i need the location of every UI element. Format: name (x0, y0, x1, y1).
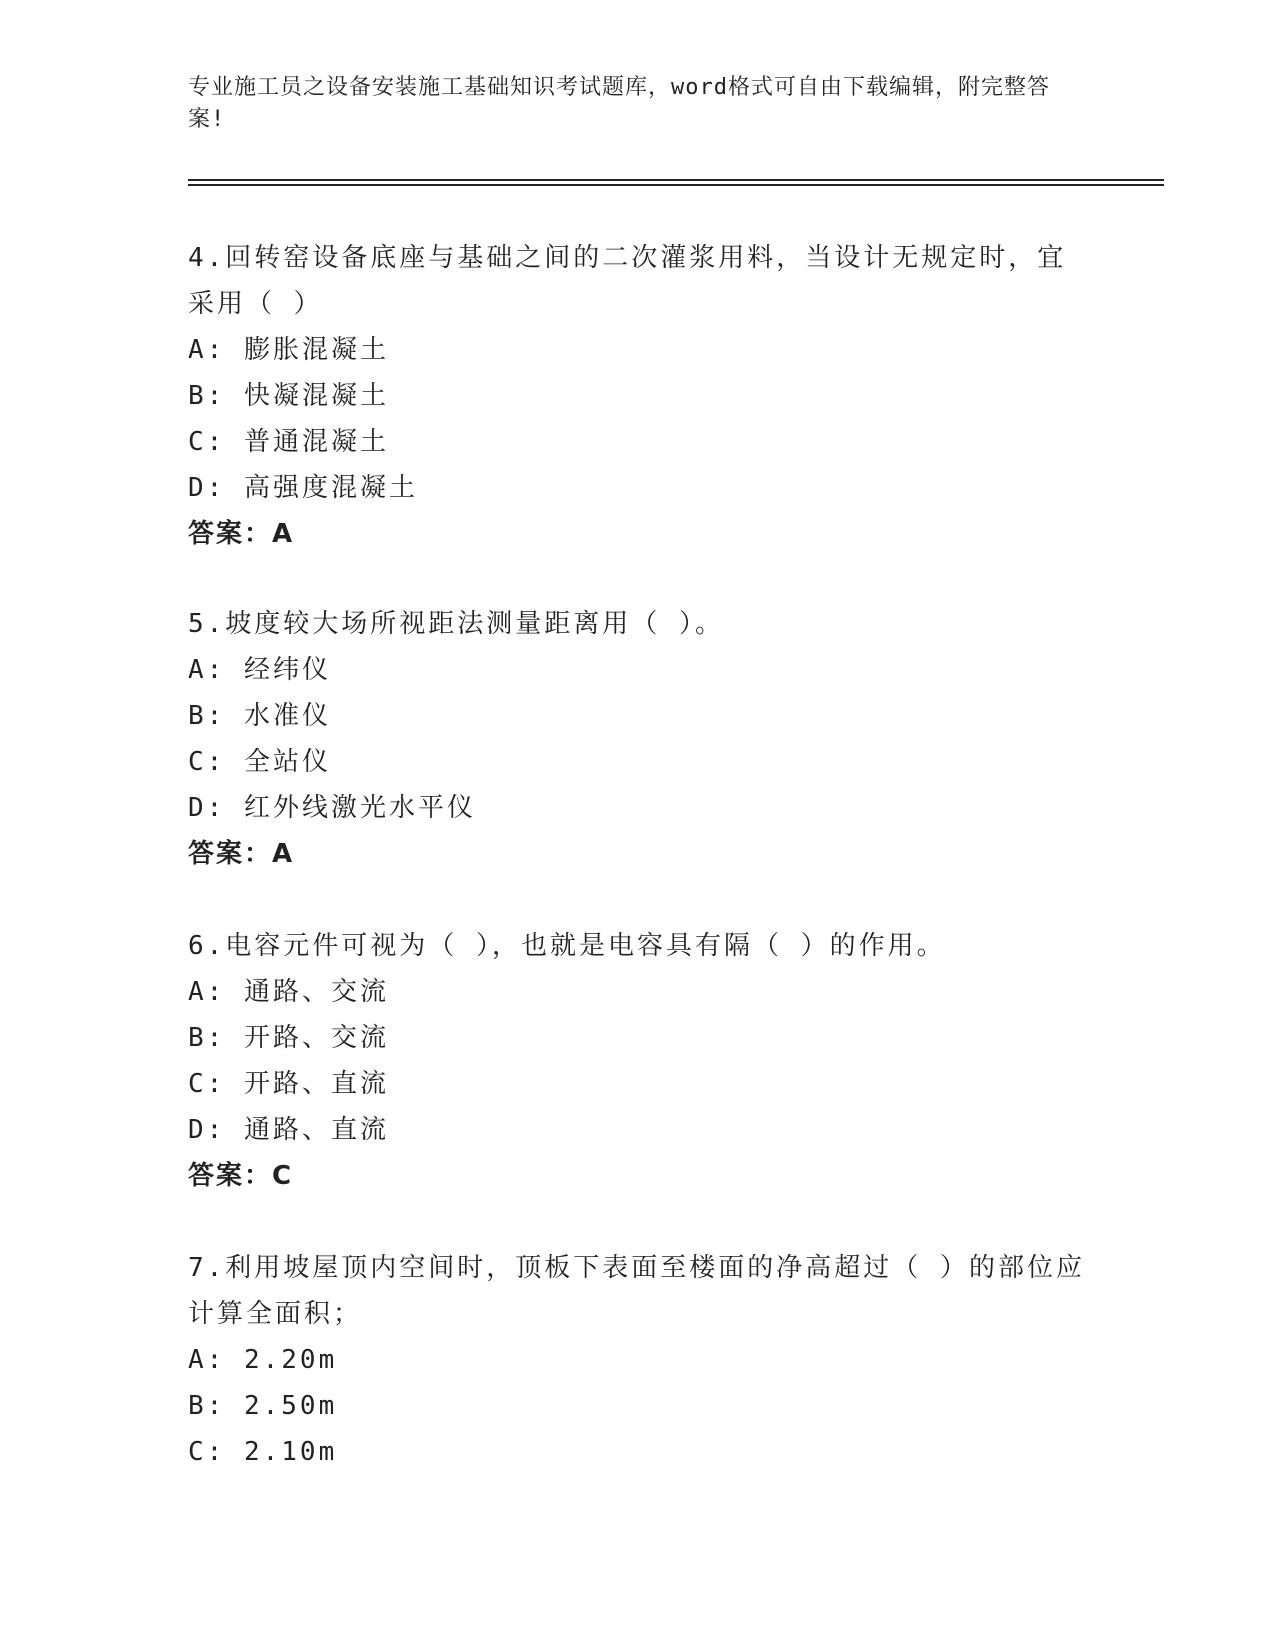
question-6 (188, 923, 1088, 1199)
question-stem: 6.电容元件可视为（ ），也就是电容具有隔（ ）的作用。 (188, 931, 946, 961)
option-c: C: 开路、直流 (188, 1069, 389, 1099)
option-d: D: 红外线激光水平仪 (188, 793, 476, 823)
header-divider-top (188, 179, 1164, 181)
question-7 (188, 1245, 1088, 1475)
question-5 (188, 601, 1088, 877)
answer: 答案：A (188, 839, 295, 869)
option-a: A: 通路、交流 (188, 977, 389, 1007)
option-b: B: 2.50m (188, 1391, 338, 1421)
question-stem: 5.坡度较大场所视距法测量距离用（ ）。 (188, 609, 724, 639)
option-a: A: 2.20m (188, 1345, 338, 1375)
question-stem: 7.利用坡屋顶内空间时，顶板下表面至楼面的净高超过（ ）的部位应计算全面积； (188, 1253, 1085, 1329)
option-b: B: 开路、交流 (188, 1023, 389, 1053)
question-stem: 4.回转窑设备底座与基础之间的二次灌浆用料，当设计无规定时，宜采用（ ） (188, 243, 1067, 319)
answer: 答案：C (188, 1161, 294, 1191)
answer: 答案：A (188, 519, 295, 549)
option-d: D: 通路、直流 (188, 1115, 389, 1145)
option-b: B: 快凝混凝土 (188, 381, 389, 411)
option-c: C: 普通混凝土 (188, 427, 389, 457)
option-a: A: 膨胀混凝土 (188, 335, 389, 365)
option-c: C: 2.10m (188, 1437, 338, 1467)
header-divider-bottom (188, 184, 1164, 186)
option-c: C: 全站仪 (188, 747, 331, 777)
question-4 (188, 235, 1088, 557)
option-a: A: 经纬仪 (188, 655, 331, 685)
option-b: B: 水准仪 (188, 701, 331, 731)
document-header: 专业施工员之设备安装施工基础知识考试题库，word格式可自由下载编辑，附完整答案! (188, 75, 1050, 132)
option-d: D: 高强度混凝土 (188, 473, 418, 503)
